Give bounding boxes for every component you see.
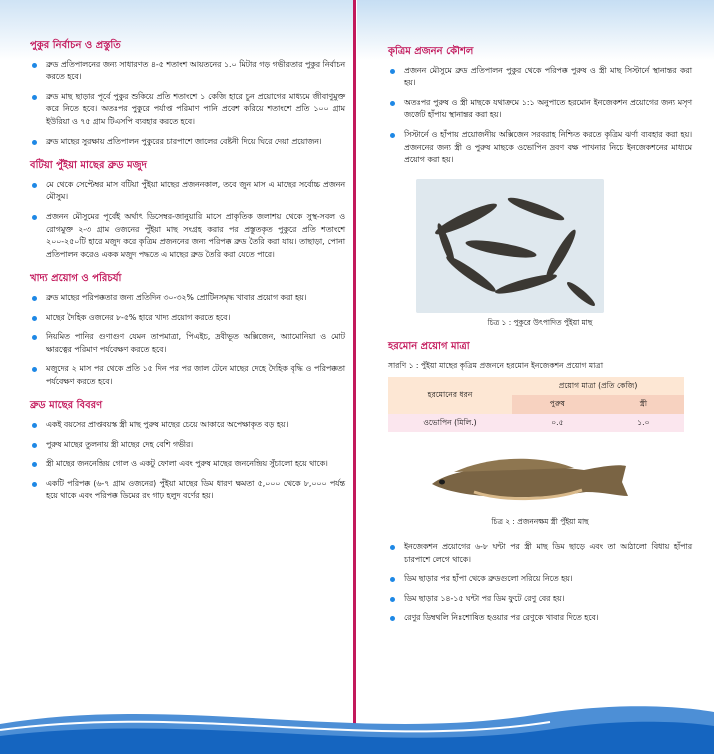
list-item: ইনজেকশন প্রয়োগের ৬-৮ ঘন্টা পর স্ত্রী মাছ ডিম ছাড়ে এবং তা আঠালো বিধায় হাঁপার চারপাশে লেগে থাকে। [388,541,692,566]
fold-divider [353,0,356,754]
section-heading-feeding: খাদ্য প্রয়োগ ও পরিচর্যা [30,273,122,285]
table-cell-female: ১.০ [637,417,650,427]
list-item: রেণুর ডিম্বথলি নিঃশোষিত হওয়ার পর রেণুকে খাবার দিতে হবে। [388,612,692,625]
breeding-list [388,65,692,167]
list-item: মাছের দৈহিক ওজনের ৮-৫% হারে খাদ্য প্রয়োগ করতে হবে। [30,312,345,325]
fish-group-illustration [416,179,604,313]
right-column [388,46,692,637]
list-item: ডিম ছাড়ার ১৪-১৫ ঘন্টা পর ডিম ফুটে রেণু বের হয়। [388,593,692,606]
section-heading-artificial-breeding: কৃত্রিম প্রজনন কৌশল [388,46,474,57]
list-item: একই বয়সের প্রাপ্তবয়স্ক স্ত্রী মাছ পুরুষ মাছের চেয়ে আকারে অপেক্ষাকৃত বড় হয়। [30,419,345,432]
post-injection-list [388,541,692,625]
list-item: প্রজনন মৌসুমের পূর্বেই অর্থাৎ ডিসেম্বর-জানুয়ারি মাসে প্রাকৃতিক জলাশয় থেকে সুস্থ-সবল ও রোগমুক্ত ২-৩ গ্রাম ওজনের পুঁইয়া মাছ সংগ্রহ করার পর প্রস্তুতকৃত পুকুরে প্রতি শতাংশে ২০০-২৫০টি হারে মজুদ করে কৃত্রিম প্রজননের জন্য পরিপক্ক ব্রুড তৈরি করা যায়। তাছাড়া, পোনা প্রতিপালন করেও একক মজুদ পদ্ধতে এ মাছের ব্রুড তৈরি করা যেতে পারে। [30,211,345,261]
table-cell-hormone: ওভোপিন (মিলি.) [423,417,477,427]
list-item: প্রজনন মৌসুমে ব্রুড প্রতিপালন পুকুর থেকে পরিপক্ক পুরুষ ও স্ত্রী মাছ সিস্টার্নে স্থানান্তর করা হয়। [388,65,692,90]
table-cell-male: ০.৫ [551,417,564,427]
photo1-caption: চিত্র ১ : পুকুরে উৎপাদিত পুঁইয়া মাছ [487,317,593,327]
fish-group-photo [416,179,604,313]
section-heading-brood-description: ব্রুড মাছের বিবরণ [30,400,103,412]
list-item: পুরুষ মাছের তুলনায় স্ত্রী মাছের দেহ বেশি গভীর। [30,439,345,452]
section-heading-brood-stocking: বটিয়া পুঁইয়া মাছের ব্রুড মজুদ [30,160,147,172]
list-item: নিয়মিত পানির গুণাগুণ যেমন তাপমাত্রা, পিএইচ, দ্রবীভূত অক্সিজেন, অ্যামোনিয়া ও মোট ক্ষারত্বের পরিমাণ পর্যবেক্ষণ করতে হবে। [30,331,345,356]
list-item: মজুদের ২ মাস পর থেকে প্রতি ১৫ দিন পর পর জাল টেনে মাছের দেহে দৈহিক বৃদ্ধি ও পরিপক্কতা পর্যবেক্ষণ করতে হবে। [30,363,345,388]
list-item: ডিম ছাড়ার পর হাঁপা থেকে ব্রুডগুলো সরিয়ে নিতে হয়। [388,573,692,586]
female-fish-illustration [414,444,648,512]
bottom-wave-decoration [0,684,714,754]
table-header-male: পুরুষ [512,395,603,414]
list-item: ব্রুড মাছের পরিপক্কতার জন্য প্রতিদিন ৩০-৩২% প্রোটিনসমৃদ্ধ খাবার প্রয়োগ করা হয়। [30,292,345,305]
list-item: ব্রুড মাছ ছাড়ার পূর্বে পুকুর শুকিয়ে প্রতি শতাংশে ১ কেজি হারে চুন প্রয়োগের মাধ্যমে জীবাণুমুক্ত করে নিতে হবে। অতঃপর পুকুরে পর্যাপ্ত পরিমাণ পানি প্রবেশ করিয়ে শতাংশে প্রতি ১০০ গ্রাম ইউরিয়া ও ৭৫ গ্রাম টিএসপি ব্যবহার করতে হবে। [30,91,345,129]
table-header-female: স্ত্রী [603,395,684,414]
table-header-hormone: হরমোনের ধরন [388,377,512,414]
list-item: ব্রুড মাছের সুরক্ষায় প্রতিপালন পুকুরের চারপাশে জালের বেষ্টনী দিয়ে ঘিরে দেয়া প্রয়োজন। [30,136,345,149]
list-item: মে থেকে সেপ্টেম্বর মাস বটিয়া পুঁইয়া মাছের প্রজননকাল, তবে জুন মাস এ মাছের সর্বোচ্চ প্রজনন মৌসুম। [30,179,345,204]
hormone-dose-table [388,377,684,433]
list-item: একটি পরিপক্ক (৬-৭ গ্রাম ওজনের) পুঁইয়া মাছের ডিম ধারণ ক্ষমতা ৫,০০০ থেকে ৮,০০০ পর্যন্ত হয়ে থাকে এবং পরিপক্ক ডিমের রং গাঢ় হলুদ বর্ণের হয়। [30,478,345,503]
list-item: সিস্টার্নে ও হাঁপায় প্রয়োজনীয় অক্সিজেন সরবরাহ নিশ্চিত করতে কৃত্রিম ঝর্ণা ব্যবহার করা হয়। প্রজননের জন্য স্ত্রী ও পুরুষ মাছকে ওভোপিন দ্রবণ বক্ষ পাখনার নিচে ইনজেকশনের মাধ্যমে প্রয়োগ করা হয়। [388,129,692,167]
feeding-list [30,292,345,389]
brood-description-list [30,419,345,503]
pond-selection-list [30,59,345,149]
table-caption: সারণি ১ : পুঁইয়া মাছের কৃত্রিম প্রজননে হরমোন ইনজেকশন প্রয়োগ মাত্রা [388,360,604,370]
left-column [30,40,345,515]
table-header-dose: প্রয়োগ মাত্রা (প্রতি কেজি) [512,377,684,396]
list-item: অতঃপর পুরুষ ও স্ত্রী মাছকে যথাক্রমে ১:১ অনুপাতে হরমোন ইনজেকশন প্রয়োগের জন্য মসৃণ জর্জেট হাঁপায় স্থানান্তর করা হয়। [388,97,692,122]
section-heading-pond-selection: পুকুর নির্বাচন ও প্রস্তুতি [30,40,121,51]
female-fish-photo [414,444,648,512]
table-row [388,414,684,433]
list-item: ব্রুড প্রতিপালনের জন্য সাধারণত ৪-৫ শতাংশ আয়তনের ১.০ মিটার গড় গভীরতার পুকুর নির্বাচন করতে হবে। [30,59,345,84]
brood-stocking-list [30,179,345,262]
photo2-caption: চিত্র ২ : প্রজননক্ষম স্ত্রী পুঁইয়া মাছ [491,517,589,527]
list-item: স্ত্রী মাছের জননেন্দ্রিয় গোল ও একটু ফোলা এবং পুরুষ মাছের জননেন্দ্রিয় সুঁচালো হয়ে থাকে। [30,458,345,471]
section-heading-hormone-dose: হরমোন প্রয়োগ মাত্রা [388,341,470,353]
